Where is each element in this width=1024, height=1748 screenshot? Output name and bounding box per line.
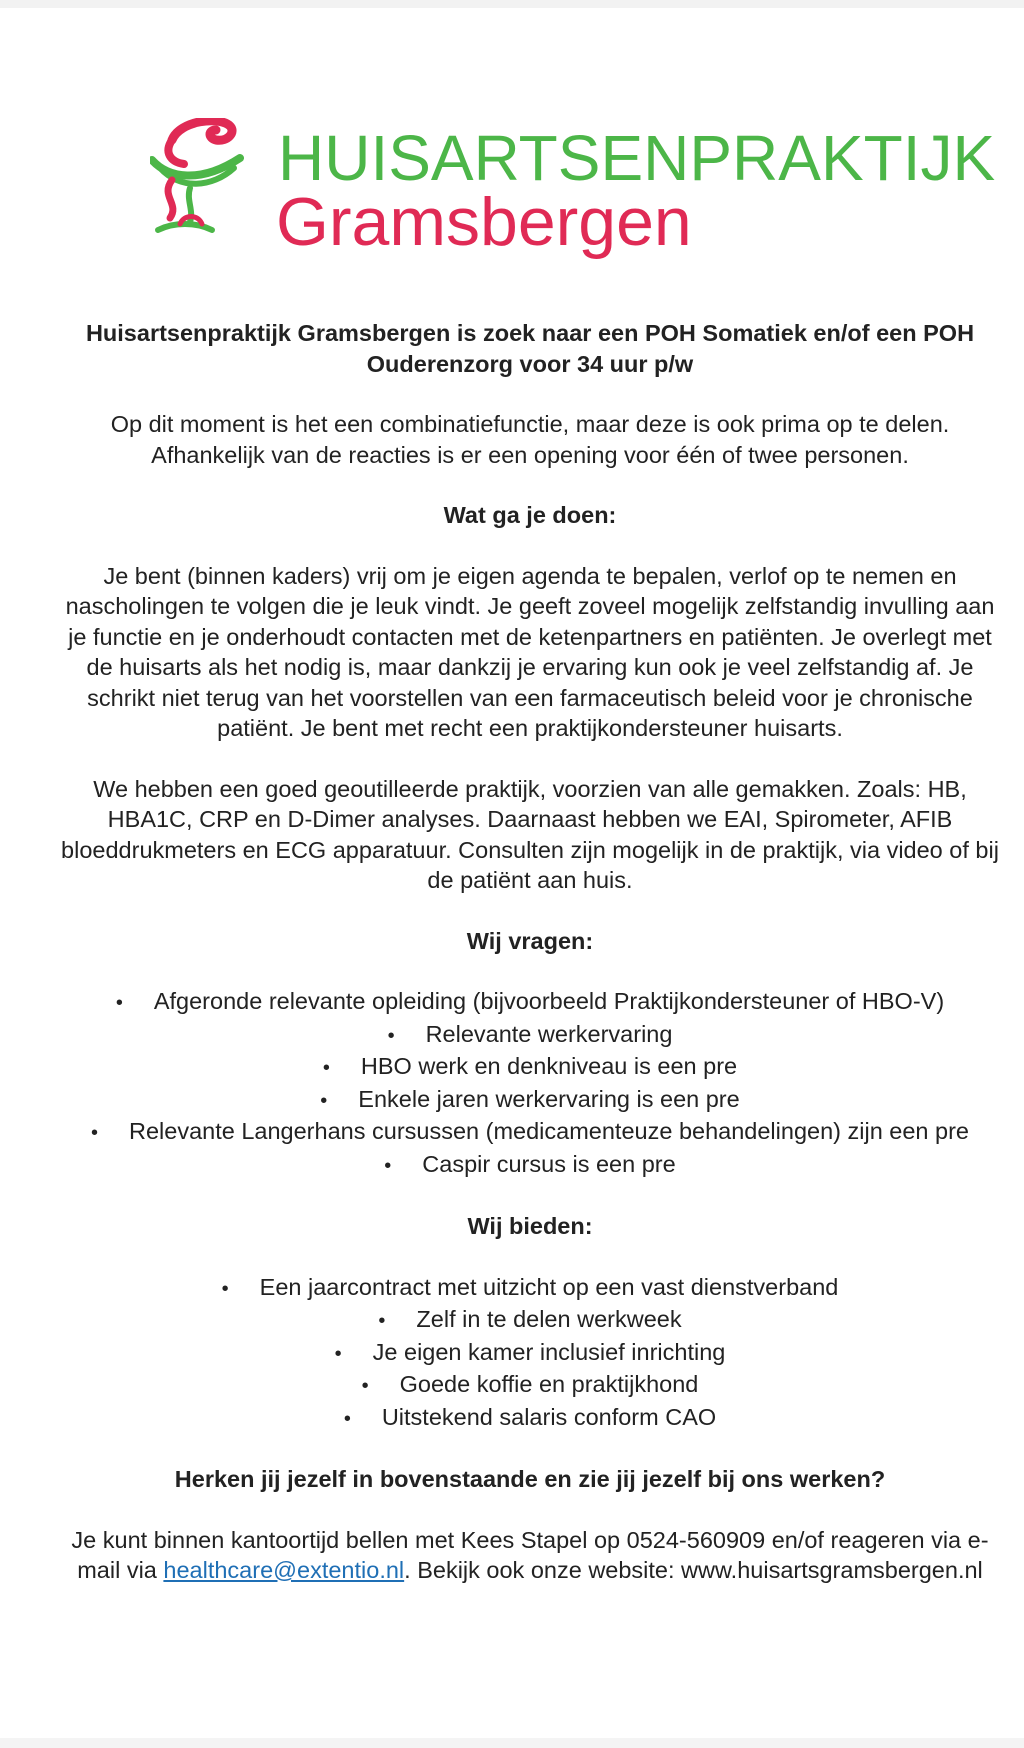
- list-item: • Goede koffie en praktijkhond: [55, 1369, 1005, 1402]
- list-item: • Afgeronde relevante opleiding (bijvoorbeeld Praktijkondersteuner of HBO-V): [55, 986, 1005, 1019]
- vragen-list: [55, 986, 1005, 1181]
- list-item: • HBO werk en denkniveau is een pre: [55, 1051, 1005, 1084]
- bullet-icon: •: [361, 1375, 369, 1397]
- bullet-icon: •: [221, 1277, 229, 1300]
- list-item: • Enkele jaren werkervaring is een pre: [55, 1084, 1005, 1117]
- intro-paragraph: Op dit moment is het een combinatiefunctie, maar deze is ook prima op te delen. Afhankelijk van de reacties is er een opening voor één of twee personen.: [110, 411, 950, 468]
- list-item: • Je eigen kamer inclusief inrichting: [55, 1337, 1005, 1370]
- bullet-icon: •: [343, 1407, 351, 1430]
- bieden-list: [55, 1272, 1005, 1435]
- bullet-icon: •: [334, 1342, 342, 1365]
- vacancy-content: [55, 318, 1005, 1586]
- bullet-icon: •: [322, 1057, 330, 1079]
- bullet-icon: •: [115, 992, 123, 1014]
- doen-paragraph: Je bent (binnen kaders) vrij om je eigen agenda te bepalen, verlof op te nemen en nascholingen te volgen die je leuk vindt. Je geeft zoveel mogelijk zelfstandig invulling aan je functie en je onderhoudt contacten met de ketenpartners en patiënten. Je overlegt met de huisarts als het nodig is, maar dankzij je ervaring kun ook je veel zelfstandig af. Je schrikt niet terug van het voorstellen van een farmaceutisch beleid voor je chronische patiënt. Je bent met recht een praktijkondersteuner huisarts.: [65, 562, 995, 741]
- section-heading-bieden: Wij bieden:: [467, 1213, 593, 1239]
- list-item: • Relevante Langerhans cursussen (medicamenteuze behandelingen) zijn een pre: [55, 1116, 1005, 1149]
- bottom-border: [0, 1738, 1024, 1748]
- list-item: • Caspir cursus is een pre: [55, 1149, 1005, 1182]
- section-heading-doen: Wat ga je doen:: [443, 502, 617, 528]
- cta-heading: Herken jij jezelf in bovenstaande en zie jij jezelf bij ons werken?: [174, 1466, 886, 1492]
- list-item: • Zelf in te delen werkweek: [55, 1304, 1005, 1337]
- bowl-of-hygieia-icon: [150, 118, 280, 258]
- logo-text-line1: HUISARTSENPRAKTIJK: [278, 122, 996, 194]
- bullet-icon: •: [320, 1089, 328, 1112]
- bullet-icon: •: [384, 1154, 392, 1177]
- bullet-icon: •: [387, 1024, 395, 1047]
- bullet-icon: •: [90, 1122, 98, 1144]
- list-item: • Uitstekend salaris conform CAO: [55, 1402, 1005, 1435]
- email-link[interactable]: healthcare@extentio.nl: [163, 1557, 405, 1583]
- section-heading-vragen: Wij vragen:: [466, 927, 594, 954]
- praktijk-paragraph: We hebben een goed geoutilleerde praktijk, voorzien van alle gemakken. Zoals: HB, HBA1C, CRP en D-Dimer analyses. Daarnaast hebben we EAI, Spirometer, AFIB bloeddrukmeters en ECG apparatuur. Consulten zijn mogelijk in de praktijk, via video of bij de patiënt aan huis.: [61, 775, 999, 893]
- contact-paragraph: Je kunt binnen kantoortijd bellen met Kees Stapel op 0524-560909 en/of reageren via e-mail via healthcare@extentio.nl. Bekijk ook onze website: www.huisartsgramsbergen.nl: [71, 1526, 989, 1583]
- practice-logo: [150, 118, 996, 268]
- vacancy-title: Huisartsenpraktijk Gramsbergen is zoek naar een POH Somatiek en/of een POH Ouderenzorg voor 34 uur p/w: [85, 320, 975, 377]
- list-item: • Relevante werkervaring: [55, 1019, 1005, 1052]
- top-border: [0, 0, 1024, 8]
- bullet-icon: •: [378, 1310, 386, 1332]
- logo-text-line2: Gramsbergen: [276, 184, 692, 260]
- list-item: • Een jaarcontract met uitzicht op een vast dienstverband: [55, 1272, 1005, 1305]
